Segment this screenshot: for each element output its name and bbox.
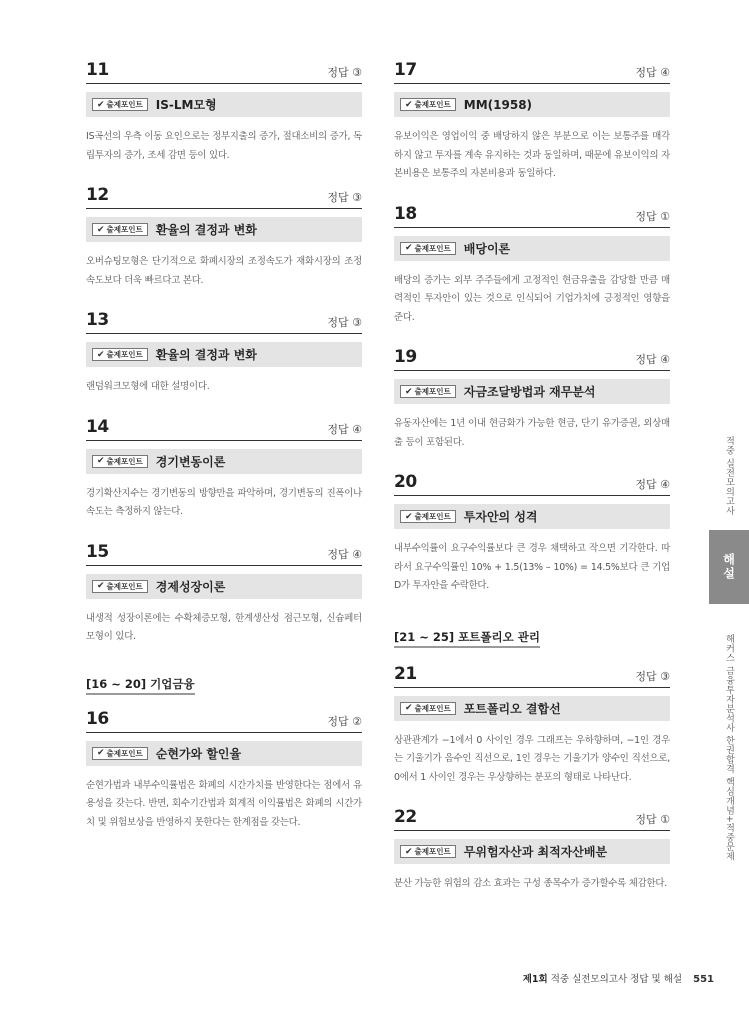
check-circle-icon: ✔ xyxy=(97,349,105,360)
question-number: 17 xyxy=(394,60,417,80)
question-18 xyxy=(394,200,670,328)
explanation-text: 경기확산지수는 경기변동의 방향만을 파악하며, 경기변동의 진폭이나 속도는 측정하지 않는다. xyxy=(86,487,362,517)
right-column xyxy=(394,56,670,894)
point-box xyxy=(86,574,362,599)
explanation-text: 랜덤워크모형에 대한 설명이다. xyxy=(86,381,210,392)
explanation-text: 오버슈팅모형은 단기적으로 화폐시장의 조정속도가 재화시장의 조정속도보다 더욱 빠르다고 본다. xyxy=(86,256,362,286)
check-circle-icon: ✔ xyxy=(405,703,413,713)
question-number: 19 xyxy=(394,347,417,367)
question-header xyxy=(86,181,362,209)
point-box xyxy=(86,92,362,117)
point-title: 자금조달방법과 재무분석 xyxy=(463,385,596,399)
section-heading-16-20: [16 ~ 20] 기업금융 xyxy=(86,676,195,695)
question-header xyxy=(86,306,362,334)
explanation-text: 유동자산에는 1년 이내 현금화가 가능한 현금, 단기 유가증권, 외상매출 등이 포함된다. xyxy=(394,418,670,448)
badge-label: 출제포인트 xyxy=(414,100,451,109)
point-badge xyxy=(400,98,456,111)
point-title: 환율의 결정과 변화 xyxy=(155,223,257,237)
answer-label: 정답 ③ xyxy=(327,316,362,329)
side-label-top: 적중 실전모의고사 xyxy=(724,436,734,516)
check-circle-icon: ✔ xyxy=(405,386,413,397)
point-box xyxy=(86,342,362,367)
check-circle-icon: ✔ xyxy=(97,99,105,110)
question-number: 14 xyxy=(86,416,109,437)
question-header xyxy=(86,413,362,441)
question-22 xyxy=(394,803,670,894)
point-title: 포트폴리오 결합선 xyxy=(463,701,561,716)
point-box xyxy=(394,504,670,529)
question-header xyxy=(394,200,670,228)
footer-round: 제1회 xyxy=(522,974,548,985)
question-14 xyxy=(86,413,362,522)
point-badge xyxy=(92,455,148,468)
badge-label: 출제포인트 xyxy=(106,100,143,109)
badge-label: 출제포인트 xyxy=(414,243,451,253)
explanation-text: 내생적 성장이론에는 수확체증모형, 한계생산성 점근모형, 신슘페터모형이 있다. xyxy=(86,612,362,642)
point-title: MM(1958) xyxy=(463,97,533,112)
question-16 xyxy=(86,705,362,833)
question-header xyxy=(394,56,670,84)
page-number: 551 xyxy=(693,974,714,985)
point-box xyxy=(394,839,670,864)
point-box xyxy=(86,449,362,474)
check-circle-icon: ✔ xyxy=(97,456,105,466)
check-circle-icon: ✔ xyxy=(405,243,413,253)
question-header xyxy=(86,56,362,84)
answer-label: 정답 ① xyxy=(635,813,670,826)
question-11 xyxy=(86,56,362,165)
question-number: 16 xyxy=(86,708,109,729)
explanation-text: 배당의 증가는 외부 주주들에게 고정적인 현금유출을 감당할 만큼 매력적인 투자안이 있는 것으로 인식되어 기업가치에 긍정적인 영향을 준다. xyxy=(394,274,670,323)
point-badge xyxy=(400,845,456,858)
question-number: 13 xyxy=(86,310,109,330)
point-badge xyxy=(400,385,456,398)
point-title: 경기변동이론 xyxy=(155,454,226,469)
point-box xyxy=(394,379,670,404)
point-badge xyxy=(92,348,148,361)
footer-title: 적중 실전모의고사 정답 및 해설 xyxy=(550,974,683,985)
page-footer xyxy=(523,971,714,985)
point-badge xyxy=(92,98,148,111)
question-19 xyxy=(394,343,670,452)
answer-label: 정답 ④ xyxy=(327,422,362,436)
point-box xyxy=(394,236,670,261)
point-badge xyxy=(400,242,456,255)
check-circle-icon: ✔ xyxy=(97,224,105,235)
badge-label: 출제포인트 xyxy=(106,225,143,234)
check-circle-icon: ✔ xyxy=(97,748,105,758)
explanation-text: 내부수익률이 요구수익률보다 큰 경우 채택하고 작으면 기각한다. 따라서 요구수익률인 10% + 1.5(13% – 10%) = 14.5%보다 큰 기업 D가 투자안을 수락한다. xyxy=(394,543,670,591)
question-number: 20 xyxy=(394,472,417,492)
point-badge xyxy=(92,747,148,760)
answer-label: 정답 ③ xyxy=(327,191,362,204)
answer-label: 정답 ① xyxy=(635,209,670,223)
question-header xyxy=(394,468,670,496)
question-number: 21 xyxy=(394,663,417,684)
badge-label: 출제포인트 xyxy=(414,387,451,396)
question-header xyxy=(394,660,670,688)
badge-label: 출제포인트 xyxy=(414,847,451,856)
point-box xyxy=(394,92,670,117)
check-circle-icon: ✔ xyxy=(405,846,413,857)
check-circle-icon: ✔ xyxy=(405,511,413,522)
answer-label: 정답 ② xyxy=(327,714,362,728)
point-title: IS-LM모형 xyxy=(155,98,217,112)
question-17 xyxy=(394,56,670,184)
answer-label: 정답 ④ xyxy=(327,547,362,561)
badge-label: 출제포인트 xyxy=(414,512,451,521)
badge-label: 출제포인트 xyxy=(106,748,143,758)
question-13 xyxy=(86,306,362,397)
explanation-text: 상관관계가 −1에서 0 사이인 경우 그래프는 우하향하며, −1인 경우는 기울기가 음수인 직선으로, 1인 경우는 기울기가 양수인 직선으로, 0에서 1 사이인 경우는 우상향하는 분포의 형태로 나타난다. xyxy=(394,734,670,783)
badge-label: 출제포인트 xyxy=(106,581,143,591)
point-title: 경제성장이론 xyxy=(155,579,226,594)
point-badge xyxy=(92,580,148,593)
point-title: 무위험자산과 최적자산배분 xyxy=(463,845,608,859)
badge-label: 출제포인트 xyxy=(414,703,451,713)
question-12 xyxy=(86,181,362,290)
check-circle-icon: ✔ xyxy=(405,99,413,110)
point-title: 환율의 결정과 변화 xyxy=(155,348,257,362)
point-title: 순현가와 할인율 xyxy=(155,746,242,761)
answer-label: 정답 ③ xyxy=(327,66,362,79)
section-heading-21-25: [21 ~ 25] 포트폴리오 관리 xyxy=(394,629,540,648)
explanation-text: 유보이익은 영업이익 중 배당하지 않은 부분으로 이는 보통주를 매각하지 않고 투자를 계속 유지하는 것과 동일하며, 때문에 유보이익의 자본비용은 보통주의 자본비용과 동일하다. xyxy=(394,131,670,179)
point-title: 배당이론 xyxy=(463,241,511,256)
question-21 xyxy=(394,660,670,788)
answer-label: 정답 ④ xyxy=(635,66,670,79)
question-header xyxy=(394,343,670,371)
question-number: 22 xyxy=(394,807,417,827)
answer-label: 정답 ③ xyxy=(635,669,670,683)
point-title: 투자안의 성격 xyxy=(463,510,538,524)
point-badge xyxy=(400,510,456,523)
side-tab-haeseol: 해설 xyxy=(709,530,749,604)
point-box xyxy=(86,741,362,766)
badge-label: 출제포인트 xyxy=(106,350,143,359)
check-circle-icon: ✔ xyxy=(97,581,105,591)
question-header xyxy=(86,538,362,566)
side-label-bottom: 해커스 금융투자분석사 한권합격 핵심개념+적중문제 xyxy=(724,634,734,862)
question-number: 11 xyxy=(86,60,109,80)
point-badge xyxy=(92,223,148,236)
question-header xyxy=(86,705,362,733)
question-15 xyxy=(86,538,362,647)
question-20 xyxy=(394,468,670,596)
answer-label: 정답 ④ xyxy=(635,353,670,366)
explanation-text: 분산 가능한 위험의 감소 효과는 구성 종목수가 증가할수록 체감한다. xyxy=(394,878,667,889)
badge-label: 출제포인트 xyxy=(106,456,143,466)
point-box xyxy=(394,696,670,721)
answer-label: 정답 ④ xyxy=(635,478,670,491)
point-badge xyxy=(400,702,456,715)
point-box xyxy=(86,217,362,242)
question-number: 12 xyxy=(86,185,109,205)
explanation-text: IS곡선의 우측 이동 요인으로는 정부지출의 증가, 절대소비의 증가, 독립투자의 증가, 조세 감면 등이 있다. xyxy=(86,131,362,161)
question-number: 15 xyxy=(86,541,109,562)
left-column xyxy=(86,56,362,832)
explanation-text: 순현가법과 내부수익률법은 화폐의 시간가치를 반영한다는 점에서 유용성을 갖는다. 반면, 회수기간법과 회계적 이익률법은 화폐의 시간가치 및 위험보상을 반영하지 못한다는 한계점을 갖는다. xyxy=(86,779,362,828)
question-header xyxy=(394,803,670,831)
question-number: 18 xyxy=(394,203,417,224)
